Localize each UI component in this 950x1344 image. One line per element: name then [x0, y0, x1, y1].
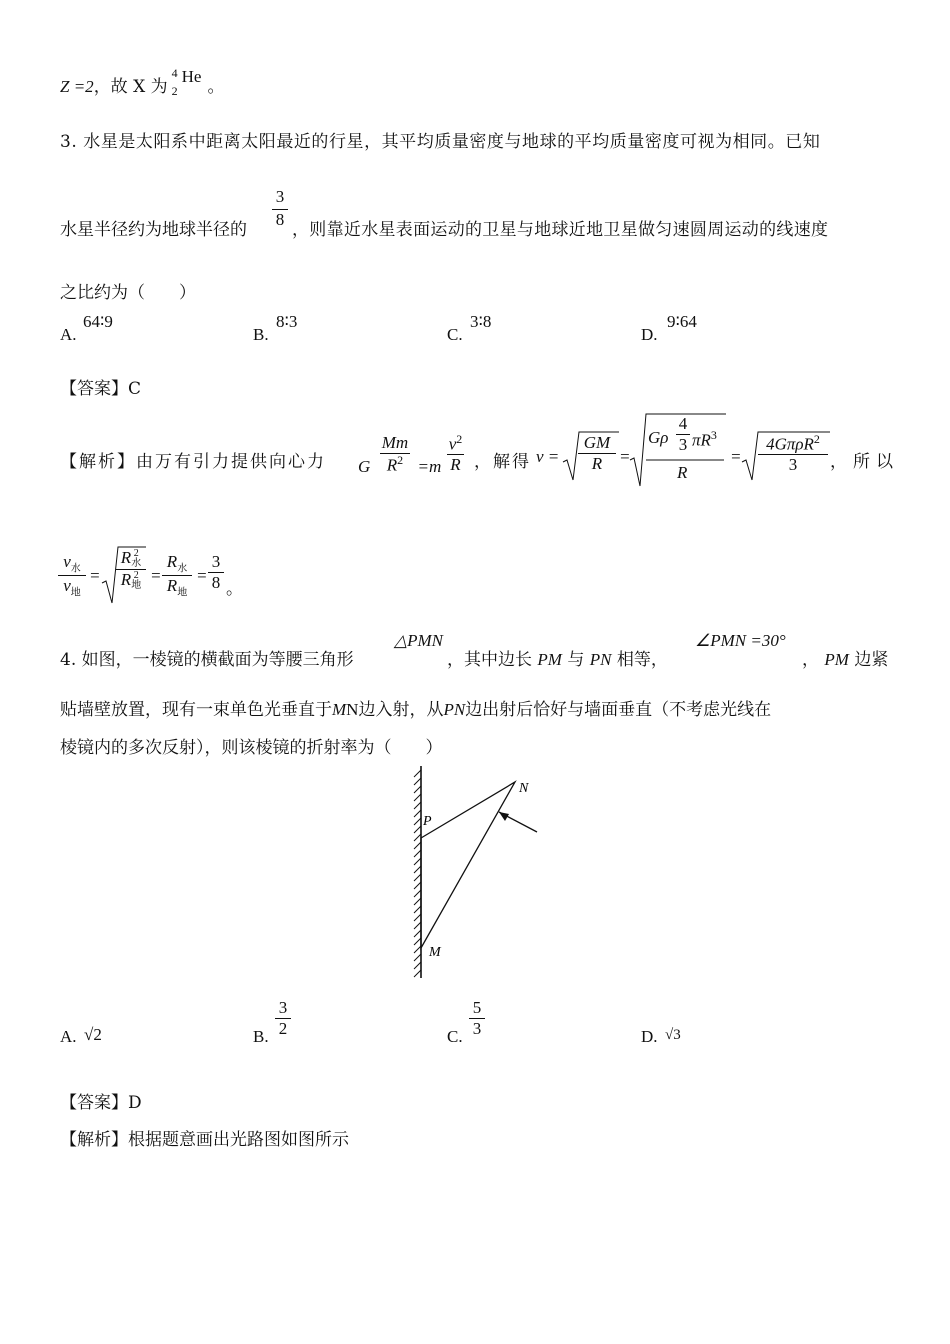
numerator: 5	[469, 998, 485, 1019]
exponent-2: 2	[133, 570, 139, 582]
four-numerator: 4	[676, 414, 690, 435]
prism-diagram	[405, 762, 550, 982]
pi-r: πR	[692, 430, 711, 450]
period: 。	[226, 579, 243, 599]
r-denominator: R	[591, 453, 603, 473]
option-label: D.	[641, 1027, 658, 1046]
q4-option-d[interactable]	[641, 1027, 658, 1047]
v-mercury: v	[63, 552, 71, 571]
numerator: 3	[275, 998, 291, 1019]
prev-answer-line	[60, 65, 225, 98]
v-symbol: v =	[536, 447, 560, 466]
sub-earth: 地	[177, 587, 188, 599]
q3-line3: 之比约为（ ）	[60, 283, 196, 303]
g-rho: Gρ	[648, 428, 669, 447]
eight-denominator: 8	[211, 572, 221, 592]
r-mercury: R	[166, 552, 178, 571]
prism-triangle	[421, 782, 515, 948]
helium-symbol: He	[181, 67, 202, 86]
pm-label: PM	[537, 650, 562, 669]
r-ratio	[162, 552, 192, 599]
q3-option-c-value: 3∶8	[470, 312, 492, 331]
pi-r3	[692, 428, 717, 451]
r-squared-ratio	[116, 548, 146, 591]
q4-option-a-value: √2	[84, 1025, 102, 1044]
edge-text: 边紧	[854, 650, 889, 670]
triangle-pmn: △PMN	[394, 631, 443, 650]
q3-analysis-label: 【解析】由万有引力提供向心力	[60, 452, 326, 472]
n-label: N	[346, 700, 359, 719]
q4-option-c-value	[469, 998, 485, 1038]
solve-text: ，解得	[474, 452, 531, 472]
m-label: M	[332, 700, 347, 719]
pn-label: PN	[443, 700, 466, 719]
option-label: D.	[641, 325, 658, 344]
r-denominator: R	[450, 455, 461, 475]
three-denominator: 3	[788, 455, 798, 475]
prev-answer-text: ，故 X 为	[93, 77, 168, 97]
helium-atomic-number: 2	[171, 83, 178, 98]
wall-hatching	[414, 770, 421, 977]
angle-pmn: ∠PMN =30°	[695, 631, 786, 650]
option-label: B.	[253, 325, 269, 344]
q4-analysis: 【解析】根据题意画出光路图如图所示	[60, 1130, 349, 1150]
period: 。	[207, 77, 225, 97]
q3-option-b-value: 8∶3	[276, 312, 298, 331]
equal-text: 相等，	[616, 650, 668, 670]
q4-line1-mid-text: ，其中边长	[447, 650, 532, 670]
g-symbol: G	[358, 457, 371, 477]
three-denominator: 3	[678, 434, 688, 454]
sub-mercury: 水	[131, 558, 142, 570]
denominator: 2	[278, 1018, 288, 1038]
three-numerator: 3	[208, 552, 224, 573]
q3-line2-post: ，则靠近水星表面运动的卫星与地球近地卫星做匀速圆周运动的线速度	[292, 220, 829, 240]
exponent-2: 2	[813, 432, 820, 446]
r-denominator: R	[386, 455, 398, 475]
q3-answer: 【答案】C	[60, 379, 142, 399]
three-eighths	[208, 552, 224, 592]
exponent-2: 2	[397, 452, 404, 467]
sub-mercury: 水	[70, 563, 81, 575]
option-label: C.	[447, 325, 463, 344]
q4-option-a[interactable]	[60, 1027, 77, 1047]
q3-option-c[interactable]	[447, 325, 463, 345]
pm-label: PM	[824, 650, 849, 669]
q3-option-d-value: 9∶64	[667, 312, 697, 331]
q3-option-b[interactable]	[253, 325, 269, 345]
four-g-pi-rho-r: 4GπρR	[766, 434, 814, 454]
sub-earth: 地	[70, 587, 81, 599]
sub-earth: 地	[131, 580, 142, 592]
q4-line1	[60, 645, 354, 670]
z-equation: Z =2	[60, 77, 94, 96]
q4-line3: 棱镜内的多次反射），则该棱镜的折射率为（ ）	[60, 738, 443, 758]
q3-option-d[interactable]	[641, 325, 658, 345]
q4-line2-post: 边出射后恰好与墙面垂直（不考虑光线在	[465, 700, 772, 720]
option-label: C.	[447, 1027, 463, 1046]
q4-option-d-value: √3	[665, 1027, 681, 1043]
r-denominator: R	[677, 463, 688, 482]
ray-arrowhead	[499, 812, 509, 821]
v-earth: v	[63, 575, 71, 595]
q4-line1-mid	[447, 645, 668, 670]
so-text: ，所以	[830, 452, 899, 472]
comma: ，	[802, 650, 819, 670]
v-ratio	[58, 552, 86, 599]
gravity-equation	[358, 433, 464, 475]
four-thirds	[676, 414, 690, 454]
equals-sign: =	[619, 447, 631, 466]
r-mercury: R	[120, 548, 132, 567]
equals-sign: =	[196, 566, 208, 585]
equals-sign: =	[730, 447, 742, 466]
option-label: B.	[253, 1027, 269, 1046]
q3-option-a-value: 64∶9	[83, 312, 113, 331]
and-text: 与	[567, 650, 585, 670]
q4-option-b[interactable]	[253, 1027, 269, 1047]
v-numerator: v	[448, 434, 457, 454]
q3-line1: 3. 水星是太阳系中距离太阳最近的行星，其平均质量密度与地球的平均质量密度可视为相同。已知	[60, 132, 821, 152]
q4-line1-end	[802, 645, 888, 670]
q4-line1-pre: 4. 如图，一棱镜的横截面为等腰三角形	[60, 650, 354, 670]
helium-mass-number: 4	[171, 65, 178, 80]
q3-line2	[60, 215, 247, 240]
q4-option-c[interactable]	[447, 1027, 463, 1047]
exponent-2: 2	[133, 548, 139, 560]
equals-sign: =	[89, 566, 101, 585]
q4-line2-mid: 边入射，从	[358, 700, 444, 720]
q4-line2	[60, 695, 771, 720]
gm-numerator: GM	[578, 433, 616, 454]
r-earth: R	[166, 575, 178, 595]
q3-frac-num: 3	[275, 187, 285, 206]
q4-line2-pre: 贴墙壁放置，现有一束单色光垂直于	[60, 700, 332, 720]
label-p: P	[423, 814, 432, 829]
denominator: 3	[472, 1018, 482, 1038]
option-label: A.	[60, 325, 77, 344]
q3-frac-den: 8	[272, 209, 288, 230]
q3-fraction-3-8	[272, 187, 288, 229]
equals-m: =m	[417, 457, 442, 477]
q3-line2-pre: 水星半径约为地球半径的	[60, 220, 247, 240]
label-n: N	[519, 781, 529, 796]
q4-option-b-value	[275, 998, 291, 1038]
gm-over-r	[578, 433, 616, 473]
exponent-2: 2	[456, 432, 463, 446]
equals-sign: =	[150, 566, 162, 585]
exponent-3: 3	[710, 428, 717, 442]
mm-numerator: Mm	[381, 433, 409, 452]
option-label: A.	[60, 1027, 77, 1046]
q3-option-a[interactable]	[60, 325, 77, 345]
r-earth: R	[120, 570, 132, 590]
final-fraction	[758, 433, 828, 475]
label-m: M	[429, 945, 441, 960]
pn-label: PN	[589, 650, 612, 669]
q4-answer: 【答案】D	[60, 1093, 142, 1113]
sub-mercury: 水	[177, 563, 188, 575]
